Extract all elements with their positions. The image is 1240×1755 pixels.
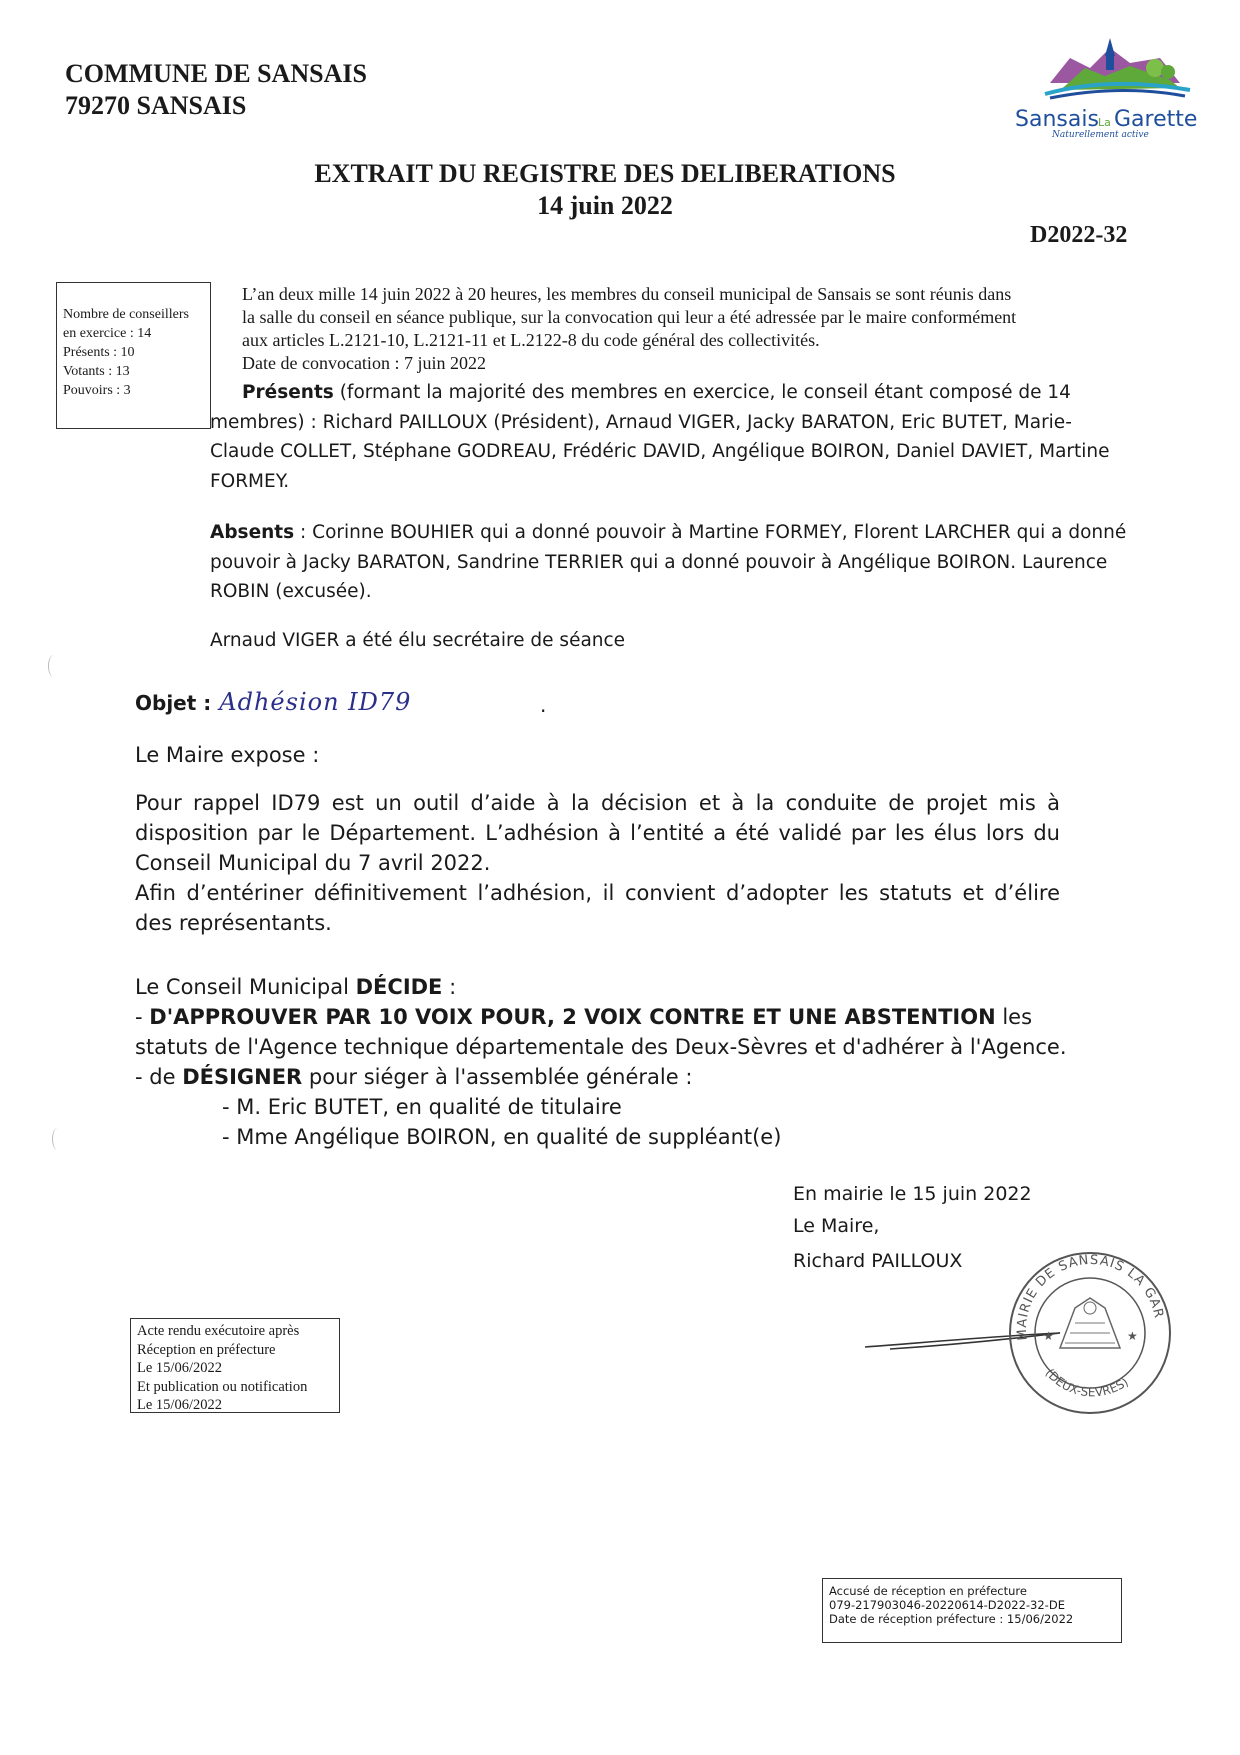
presents-label: Présents	[242, 382, 334, 403]
presents-paragraph	[210, 378, 1135, 496]
commune-header	[65, 58, 367, 122]
executory-line: Et publication ou notification	[137, 1378, 308, 1395]
absents-text: : Corinne BOUHIER qui a donné pouvoir à Martine FORMEY, Florent LARCHER qui a donné pouvoir à Jacky BARATON, Sandrine TERRIER qui a donné pouvoir à Angélique BOIRON. Laurence ROBIN (excusée).	[210, 522, 1127, 602]
stamp-graphic	[1005, 1248, 1175, 1418]
designee-substitute: - Mme Angélique BOIRON, en qualité de suppléant(e)	[222, 1125, 782, 1149]
scan-mark	[52, 1128, 63, 1150]
intro-line: la salle du conseil en séance publique, sur la convocation qui leur a été adressée par le maire conformément	[242, 307, 1017, 327]
approve-detail: les statuts de l'Agence technique départementale des Deux-Sèvres et d'adhérer à l'Agence.	[135, 1005, 1067, 1059]
commune-name: COMMUNE DE SANSAIS	[65, 59, 367, 88]
absents-paragraph	[210, 518, 1135, 607]
subject-line	[135, 688, 411, 716]
stats-line: Votants : 13	[63, 364, 130, 379]
document-heading	[0, 158, 1210, 222]
receipt-acknowledgement-box	[822, 1578, 1122, 1643]
decision-keyword: DÉCIDE	[355, 975, 443, 999]
logo-text-la: La	[1098, 116, 1111, 129]
svg-text:★: ★	[1043, 1329, 1054, 1343]
reminder-paragraph: Pour rappel ID79 est un outil d’aide à la décision et à la conduite de projet mis à disposition par le Département. L’adhésion à l’entité a été validé par les élus lors du Conseil Municipal du 7 avril 2022.	[135, 791, 1060, 875]
logo-graphic	[1010, 28, 1210, 138]
subject-handwritten: Adhésion ID79	[219, 688, 412, 716]
meeting-intro	[242, 283, 1132, 375]
signature-place-date: En mairie le 15 juin 2022	[793, 1183, 1032, 1205]
council-stats-box	[56, 282, 211, 429]
intro-line: aux articles L.2121-10, L.2121-11 et L.2122-8 du code général des collectivités.	[242, 330, 820, 350]
decision-item-approve	[135, 1002, 1075, 1062]
decision-intro-text: Le Conseil Municipal	[135, 975, 356, 999]
executory-line: Le 15/06/2022	[137, 1397, 222, 1413]
executory-line: Réception en préfecture	[137, 1341, 276, 1358]
subject-label: Objet :	[135, 691, 212, 715]
commune-postal: 79270 SANSAIS	[65, 91, 247, 120]
stats-line: Nombre de conseillers	[63, 307, 189, 322]
logo-tagline: Naturellement active	[1052, 130, 1149, 138]
scan-mark	[48, 655, 59, 677]
convocation-date: Date de convocation : 7 juin 2022	[242, 353, 486, 373]
stamp-bottom-text: (DEUX-SEVRES)	[1042, 1365, 1131, 1400]
signer-name: Richard PAILLOUX	[793, 1250, 963, 1272]
reminder-block	[135, 788, 1060, 938]
designee-titular: - M. Eric BUTET, en qualité de titulaire	[222, 1095, 622, 1119]
svg-text:(DEUX-SEVRES)	[1043, 1366, 1131, 1399]
item-prefix: - de	[135, 1065, 183, 1089]
signature-block	[793, 1178, 1032, 1242]
presents-text: (formant la majorité des membres en exercice, le conseil étant composé de 14 membres) : Richard PAILLOUX (Président), Arnaud VIGER, Jacky BARATON, Eric BUTET, Marie-Claude COLLET, Stéphane GODREAU, Frédéric DAVID, Angélique BOIRON, Daniel DAVIET, Martine FORMEY.	[210, 382, 1110, 492]
document-date: 14 juin 2022	[537, 191, 673, 220]
decision-item-designate	[135, 1062, 1075, 1092]
commune-logo	[1010, 28, 1210, 138]
svg-text:★: ★	[1127, 1329, 1138, 1343]
stamp-ring-text: MAIRIE DE SANSAIS LA GAR	[1014, 1252, 1167, 1341]
svg-text:MAIRIE DE SANSAIS LA GARETTE	[1005, 1248, 1166, 1341]
approve-vote-text: D'APPROUVER PAR 10 VOIX POUR, 2 VOIX CONTRE ET UNE ABSTENTION	[149, 1005, 996, 1029]
deliberation-reference: D2022-32	[1030, 222, 1128, 248]
stats-line: Présents : 10	[63, 345, 135, 360]
subject-dot: .	[540, 693, 547, 717]
stats-line: Pouvoirs : 3	[63, 383, 131, 398]
secretary-line: Arnaud VIGER a été élu secrétaire de séance	[210, 630, 626, 651]
executory-box	[130, 1318, 340, 1413]
designate-keyword: DÉSIGNER	[182, 1065, 303, 1089]
official-stamp	[1005, 1248, 1175, 1418]
executory-line: Le 15/06/2022	[137, 1360, 222, 1376]
adoption-paragraph: Afin d’entériner définitivement l’adhésion, il convient d’adopter les statuts et d’élire des représentants.	[135, 881, 1060, 935]
absents-label: Absents	[210, 522, 295, 543]
signature-role: Le Maire,	[793, 1215, 880, 1237]
item-prefix: -	[135, 1005, 150, 1029]
receipt-id: 079-217903046-20220614-D2022-32-DE	[829, 1598, 1065, 1612]
decision-block	[135, 972, 1075, 1152]
stats-line: en exercice : 14	[63, 326, 152, 341]
decision-intro-end: :	[442, 975, 457, 999]
intro-line: L’an deux mille 14 juin 2022 à 20 heures, les membres du conseil municipal de Sansais se sont réunis dans	[242, 284, 1012, 304]
designate-detail: pour siéger à l'assemblée générale :	[302, 1065, 693, 1089]
receipt-line: Accusé de réception en préfecture	[829, 1584, 1027, 1598]
document-title: EXTRAIT DU REGISTRE DES DELIBERATIONS	[314, 159, 896, 188]
logo-text: Sansais	[1015, 107, 1099, 132]
mayor-expose: Le Maire expose :	[135, 743, 320, 767]
decision-intro	[135, 972, 1075, 1002]
executory-line: Acte rendu exécutoire après	[137, 1323, 300, 1339]
logo-text-garette: Garette	[1114, 107, 1198, 132]
receipt-date: Date de réception préfecture : 15/06/2022	[829, 1612, 1074, 1626]
